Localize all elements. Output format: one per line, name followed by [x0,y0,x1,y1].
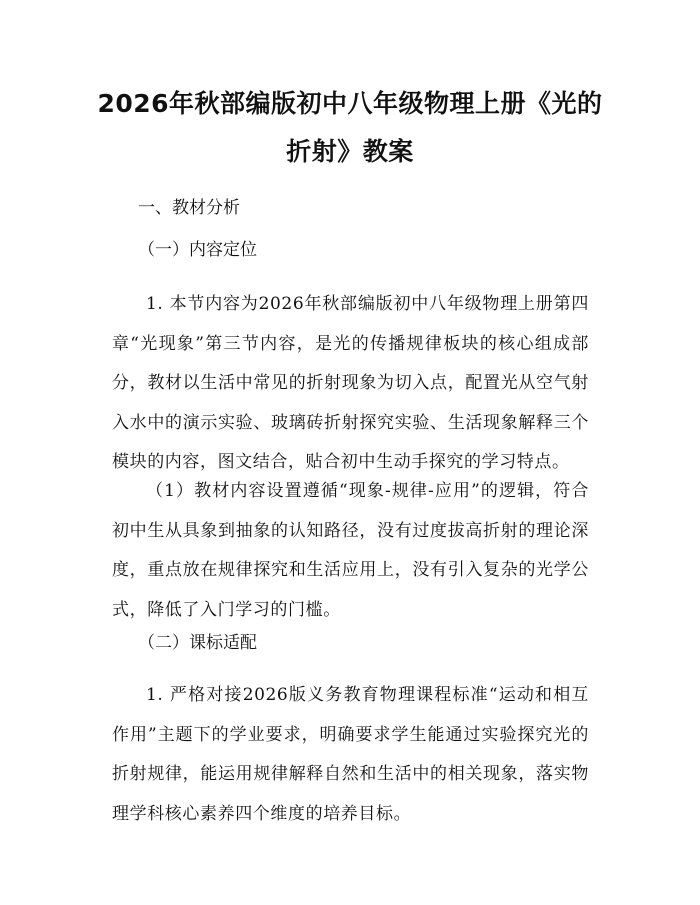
paragraph: 1. 本节内容为2026年秋部编版初中八年级物理上册第四章“光现象”第三节内容，是光的传播规律板块的核心组成部分，教材以生活中常见的折射现象为切入点，配置光从空气射入水中的演示实验、玻璃砖折射探究实验、生活现象解释三个模块的内容，图文结合，贴合初中生动手探究的学习特点。 [112,294,589,472]
paragraph: （1）教材内容设置遵循“现象-规律-应用”的逻辑，符合初中生从具象到抽象的认知路径，没有过度拔高折射的理论深度，重点放在规律探究和生活应用上，没有引入复杂的光学公式，降低了入门学习的门槛。 [112,481,589,620]
document-title: 2026年秋部编版初中八年级物理上册《光的折射》教案 [97,89,603,166]
subsection-heading: （二）课标适配 [138,633,257,653]
paragraph: 1. 严格对接2026版义务教育物理课程标准“运动和相互作用”主题下的学业要求，明确要求学生能通过实验探究光的折射规律，能运用规律解释自然和生活中的相关现象，落实物理学科核心素养四个维度的培养目标。 [112,685,589,824]
subsection-heading: （一）内容定位 [138,240,257,260]
section-heading: 一、教材分析 [138,198,240,218]
